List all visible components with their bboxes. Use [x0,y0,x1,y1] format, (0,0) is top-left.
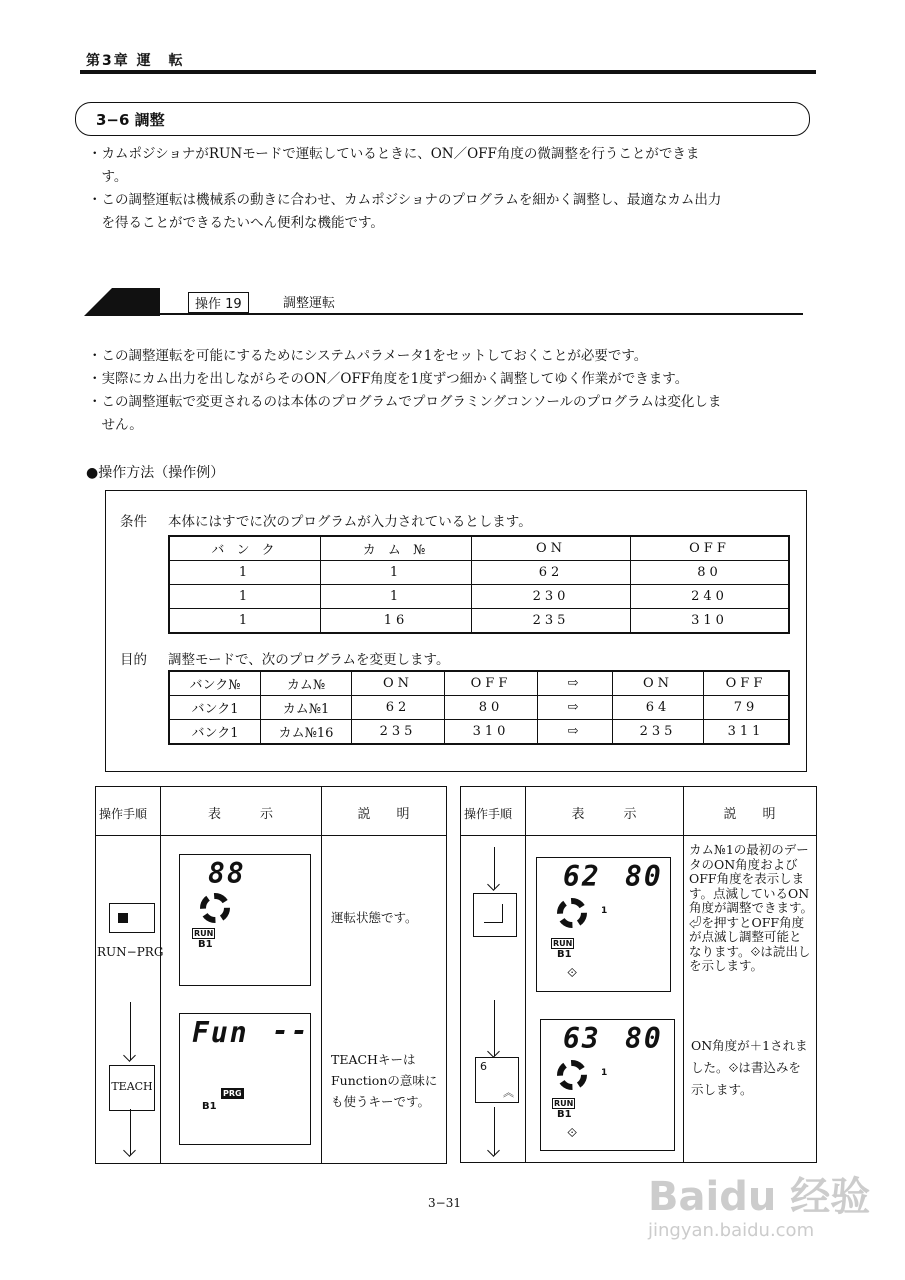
cell: 1 [169,585,321,609]
lcd-display [536,857,671,992]
method-title: ●操作方法（操作例） [86,465,225,481]
purpose-table [168,670,790,745]
prg-indicator: PRG [223,1089,242,1098]
table-row [169,585,789,609]
bank-indicator: B1 [198,939,213,950]
cell: 311 [704,720,790,745]
header-desc: 説 明 [357,807,410,822]
key-label: TEACH [111,1080,153,1093]
header-cell: OFF [445,671,538,696]
cell: ⇨ [538,720,613,745]
on-angle-digits: 63 [563,1022,601,1055]
operation-marker [84,288,160,316]
intro-line: ・この調整運転は機械系の動きに合わせ、カムポジショナのプログラムを細かく調整し、最適なカム出力 [88,192,722,208]
procedure-table-left [95,786,447,1164]
bank-indicator: B1 [557,1109,572,1120]
section-title-box [75,102,810,136]
intro-line: を得ることができるたいへん便利な機能です。 [88,215,384,231]
bank-indicator: B1 [557,949,572,960]
step-description: カム№1の最初のデータのON角度およびOFF角度を表示します。点滅しているON角度が調整できます。⏎を押すとOFF角度が点滅し調整可能となります。⟐は読出しを示します。 [689,842,814,973]
cell: 310 [445,720,538,745]
step-description: 運転状態です。 [331,910,418,925]
cell: バンク1 [169,720,261,745]
run-indicator: RUN [194,929,214,938]
cell: 235 [613,720,704,745]
cell: ⇨ [538,696,613,720]
down-arrow-icon [130,1002,131,1060]
cell: カム№1 [261,696,352,720]
header-display: 表 示 [571,807,637,822]
cell: 310 [631,609,790,634]
cell: 62 [472,561,631,585]
purpose-text: 調整モードで、次のプログラムを変更します。 [168,652,450,668]
run-indicator: RUN [553,939,573,948]
down-arrow-icon [494,1107,495,1155]
off-angle-digits: 80 [625,860,663,893]
lcd-text: -- [272,1014,310,1047]
cell: 80 [445,696,538,720]
down-arrow-icon [130,1109,131,1155]
purpose-label: 目的 [120,652,147,668]
key-number: 6 [480,1060,487,1073]
header-display: 表 示 [207,807,273,822]
divider [160,787,161,1163]
cell: 1 [321,561,472,585]
divider [96,835,446,836]
switch-indicator-icon [118,913,128,923]
condition-table [168,535,790,634]
run-prg-switch[interactable] [109,903,155,933]
note-line: ・実際にカム出力を出しながらそのON／OFF角度を1度ずつ細かく調整してゆく作業ができます。 [88,371,689,387]
cell: 240 [631,585,790,609]
cell: カム№16 [261,720,352,745]
condition-label: 条件 [120,514,147,530]
table-row [169,696,789,720]
step-description: ON角度が＋1されました。⟐は書込みを示します。 [691,1038,808,1097]
divider [683,787,684,1162]
down-arrow-icon [494,847,495,889]
header-cell: バ ン ク [169,536,321,561]
divider [461,835,816,836]
read-icon: ⟐ [567,966,578,981]
header-cell: ⇨ [538,671,613,696]
divider [525,787,526,1162]
header-step: 操作手順 [99,807,148,821]
lcd-digits: 88 [208,857,246,890]
cam-ring-icon [557,1060,587,1090]
page-number: 3−31 [428,1196,461,1210]
down-arrow-icon [494,1000,495,1056]
procedure-table-right [460,786,817,1163]
cell: 1 [169,609,321,634]
section-title: 3−6 調整 [96,111,165,129]
cell: 1 [169,561,321,585]
cell: 1 [321,585,472,609]
table-row [169,609,789,634]
cell: 79 [704,696,790,720]
write-icon: ⟐ [567,1126,578,1141]
notes-text [88,345,808,437]
table-row [169,561,789,585]
key-label: RUN−PRG [97,945,164,959]
intro-text [88,143,808,235]
bank-indicator: B1 [202,1101,217,1112]
off-angle-digits: 80 [625,1022,663,1055]
header-desc: 説 明 [723,807,776,822]
operation-label: 操作 19 [188,292,249,313]
operation-title: 調整運転 [283,296,336,311]
header-cell: バンク№ [169,671,261,696]
on-angle-digits: 62 [563,860,601,893]
note-line: ・この調整運転を可能にするためにシステムパラメータ1をセットしておくことが必要です。 [88,348,648,364]
cell: バンク1 [169,696,261,720]
cell: 230 [472,585,631,609]
double-up-icon: ︽ [503,1086,514,1099]
watermark-brand: Baidu 经验 [648,1174,871,1220]
watermark-url: jingyan.baidu.com [648,1220,815,1241]
lcd-display [179,1013,311,1145]
header-cell: OFF [631,536,790,561]
header-step: 操作手順 [464,807,513,821]
note-line: せん。 [88,417,143,433]
cell: 16 [321,609,472,634]
lcd-display [179,854,311,986]
lcd-text: Fun [192,1016,249,1049]
header-cell: ON [352,671,445,696]
intro-line: ・カムポジショナがRUNモードで運転しているときに、ON／OFF角度の微調整を行うことができま [88,146,700,162]
header-cell: カ ム № [321,536,472,561]
step-description: TEACHキーはFunctionの意味にも使うキーです。 [331,1052,438,1109]
cell: 62 [352,696,445,720]
enter-icon [484,904,503,923]
divider [321,787,322,1163]
cell: 80 [631,561,790,585]
cam-number: 1 [601,1068,608,1078]
header-cell: ON [613,671,704,696]
cell: 235 [472,609,631,634]
enter-key[interactable] [473,893,517,937]
lcd-display [540,1019,675,1151]
table-header-row [169,671,789,696]
run-indicator: RUN [554,1099,574,1108]
header-cell: OFF [704,671,790,696]
header-rule [80,70,816,74]
cell: 235 [352,720,445,745]
teach-key[interactable] [109,1065,155,1111]
condition-text: 本体にはすでに次のプログラムが入力されているとします。 [168,514,532,530]
table-row [169,720,789,745]
cam-ring-icon [200,893,230,923]
cam-ring-icon [557,898,587,928]
cell: 64 [613,696,704,720]
header-cell: カム№ [261,671,352,696]
header-cell: ON [472,536,631,561]
key-6-up[interactable] [475,1057,519,1103]
cam-number: 1 [601,906,608,916]
note-line: ・この調整運転で変更されるのは本体のプログラムでプログラミングコンソールのプログラムは変化しま [88,394,722,410]
operation-rule [160,313,803,315]
chapter-header: 第3章 運 転 [86,53,185,69]
table-header-row [169,536,789,561]
intro-line: す。 [88,169,128,185]
